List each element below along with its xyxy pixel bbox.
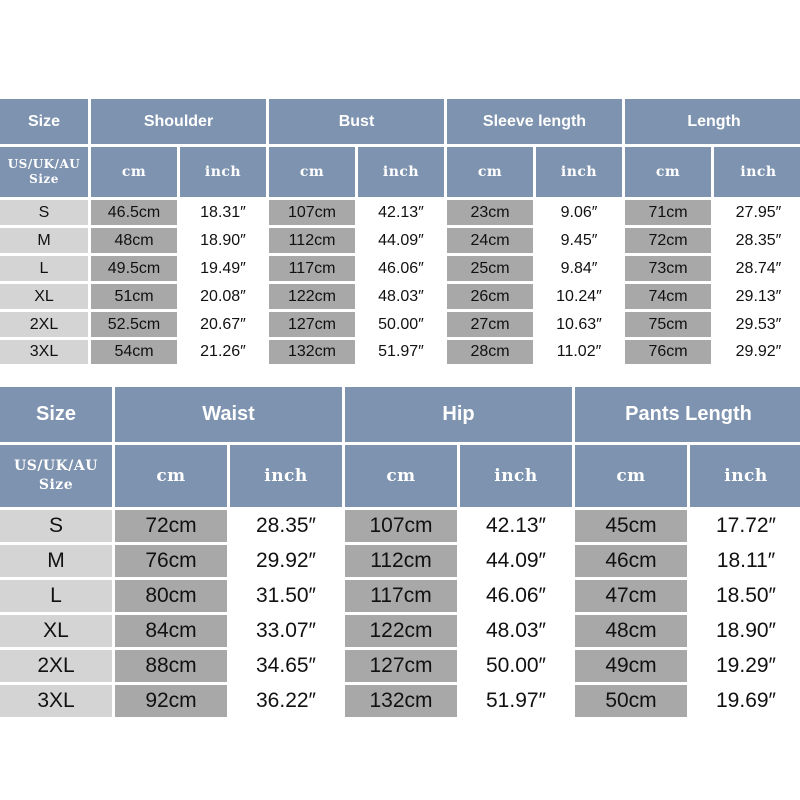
inch-value: 20.67″ (180, 312, 266, 337)
size-label: L (0, 580, 112, 612)
cm-value: 107cm (345, 510, 457, 542)
inch-value: 42.13″ (358, 200, 444, 225)
cm-value: 92cm (115, 685, 227, 717)
inch-value: 10.24″ (536, 284, 622, 309)
cm-value: 75cm (625, 312, 711, 337)
inch-value: 18.31″ (180, 200, 266, 225)
cm-value: 28cm (447, 340, 533, 364)
unit-cm-header: cm (269, 147, 355, 197)
cm-value: 72cm (625, 228, 711, 253)
size-label: M (0, 228, 88, 253)
inch-value: 34.65″ (230, 650, 342, 682)
cm-value: 71cm (625, 200, 711, 225)
cm-value: 117cm (269, 256, 355, 281)
cm-value: 46cm (575, 545, 687, 577)
inch-value: 18.11″ (690, 545, 800, 577)
inch-value: 20.08″ (180, 284, 266, 309)
inch-value: 19.69″ (690, 685, 800, 717)
unit-inch-header: inch (230, 445, 342, 507)
inch-value: 18.90″ (180, 228, 266, 253)
inch-value: 29.92″ (714, 340, 800, 364)
inch-value: 28.35″ (230, 510, 342, 542)
inch-value: 46.06″ (460, 580, 572, 612)
cm-value: 107cm (269, 200, 355, 225)
cm-value: 132cm (269, 340, 355, 364)
cm-value: 48cm (91, 228, 177, 253)
size-label: XL (0, 284, 88, 309)
cm-value: 76cm (115, 545, 227, 577)
inch-value: 17.72″ (690, 510, 800, 542)
unit-inch-header: inch (358, 147, 444, 197)
unit-cm-header: cm (625, 147, 711, 197)
inch-value: 9.84″ (536, 256, 622, 281)
cm-value: 122cm (345, 615, 457, 647)
cm-value: 51cm (91, 284, 177, 309)
inch-value: 48.03″ (460, 615, 572, 647)
cm-value: 48cm (575, 615, 687, 647)
inch-value: 9.45″ (536, 228, 622, 253)
unit-inch-header: inch (536, 147, 622, 197)
inch-value: 36.22″ (230, 685, 342, 717)
bottom-size-table (0, 387, 800, 720)
cm-value: 84cm (115, 615, 227, 647)
cm-value: 50cm (575, 685, 687, 717)
inch-value: 28.74″ (714, 256, 800, 281)
size-header: Size (0, 99, 88, 144)
cm-value: 132cm (345, 685, 457, 717)
region-size-label (0, 445, 112, 507)
unit-cm-header: cm (575, 445, 687, 507)
inch-value: 33.07″ (230, 615, 342, 647)
cm-value: 46.5cm (91, 200, 177, 225)
cm-value: 112cm (269, 228, 355, 253)
top-size-table (0, 99, 800, 360)
group-header: Length (625, 99, 800, 144)
inch-value: 10.63″ (536, 312, 622, 337)
inch-value: 42.13″ (460, 510, 572, 542)
cm-value: 127cm (269, 312, 355, 337)
inch-value: 19.49″ (180, 256, 266, 281)
cm-value: 25cm (447, 256, 533, 281)
unit-inch-header: inch (460, 445, 572, 507)
size-label: 2XL (0, 312, 88, 337)
cm-value: 76cm (625, 340, 711, 364)
group-header: Bust (269, 99, 444, 144)
cm-value: 49cm (575, 650, 687, 682)
unit-inch-header: inch (180, 147, 266, 197)
inch-value: 50.00″ (358, 312, 444, 337)
inch-value: 27.95″ (714, 200, 800, 225)
size-label: 2XL (0, 650, 112, 682)
cm-value: 117cm (345, 580, 457, 612)
inch-value: 31.50″ (230, 580, 342, 612)
cm-value: 72cm (115, 510, 227, 542)
inch-value: 44.09″ (358, 228, 444, 253)
cm-value: 127cm (345, 650, 457, 682)
cm-value: 27cm (447, 312, 533, 337)
region-label-line2: Size (38, 477, 74, 493)
size-label: 3XL (0, 340, 88, 364)
cm-value: 45cm (575, 510, 687, 542)
inch-value: 28.35″ (714, 228, 800, 253)
unit-cm-header: cm (91, 147, 177, 197)
region-label-line1: US/UK/AU (14, 458, 98, 474)
group-header: Hip (345, 387, 572, 442)
region-label-line2: Size (29, 172, 59, 186)
size-label: S (0, 510, 112, 542)
cm-value: 52.5cm (91, 312, 177, 337)
inch-value: 51.97″ (460, 685, 572, 717)
group-header: Pants Length (575, 387, 800, 442)
cm-value: 23cm (447, 200, 533, 225)
cm-value: 54cm (91, 340, 177, 364)
cm-value: 80cm (115, 580, 227, 612)
size-label: L (0, 256, 88, 281)
group-header: Waist (115, 387, 342, 442)
size-label: S (0, 200, 88, 225)
inch-value: 46.06″ (358, 256, 444, 281)
inch-value: 21.26″ (180, 340, 266, 364)
size-label: XL (0, 615, 112, 647)
unit-cm-header: cm (447, 147, 533, 197)
inch-value: 9.06″ (536, 200, 622, 225)
inch-value: 19.29″ (690, 650, 800, 682)
inch-value: 18.90″ (690, 615, 800, 647)
cm-value: 24cm (447, 228, 533, 253)
cm-value: 88cm (115, 650, 227, 682)
inch-value: 51.97″ (358, 340, 444, 364)
group-header: Shoulder (91, 99, 266, 144)
unit-cm-header: cm (115, 445, 227, 507)
cm-value: 26cm (447, 284, 533, 309)
cm-value: 47cm (575, 580, 687, 612)
inch-value: 48.03″ (358, 284, 444, 309)
unit-inch-header: inch (714, 147, 800, 197)
inch-value: 18.50″ (690, 580, 800, 612)
size-label: M (0, 545, 112, 577)
inch-value: 29.53″ (714, 312, 800, 337)
cm-value: 74cm (625, 284, 711, 309)
inch-value: 29.13″ (714, 284, 800, 309)
size-label: 3XL (0, 685, 112, 717)
cm-value: 112cm (345, 545, 457, 577)
region-label-line1: US/UK/AU (7, 157, 81, 171)
unit-cm-header: cm (345, 445, 457, 507)
inch-value: 44.09″ (460, 545, 572, 577)
cm-value: 122cm (269, 284, 355, 309)
group-header: Sleeve length (447, 99, 622, 144)
inch-value: 50.00″ (460, 650, 572, 682)
cm-value: 73cm (625, 256, 711, 281)
inch-value: 29.92″ (230, 545, 342, 577)
cm-value: 49.5cm (91, 256, 177, 281)
region-size-label (0, 147, 88, 197)
unit-inch-header: inch (690, 445, 800, 507)
inch-value: 11.02″ (536, 340, 622, 364)
size-header: Size (0, 387, 112, 442)
